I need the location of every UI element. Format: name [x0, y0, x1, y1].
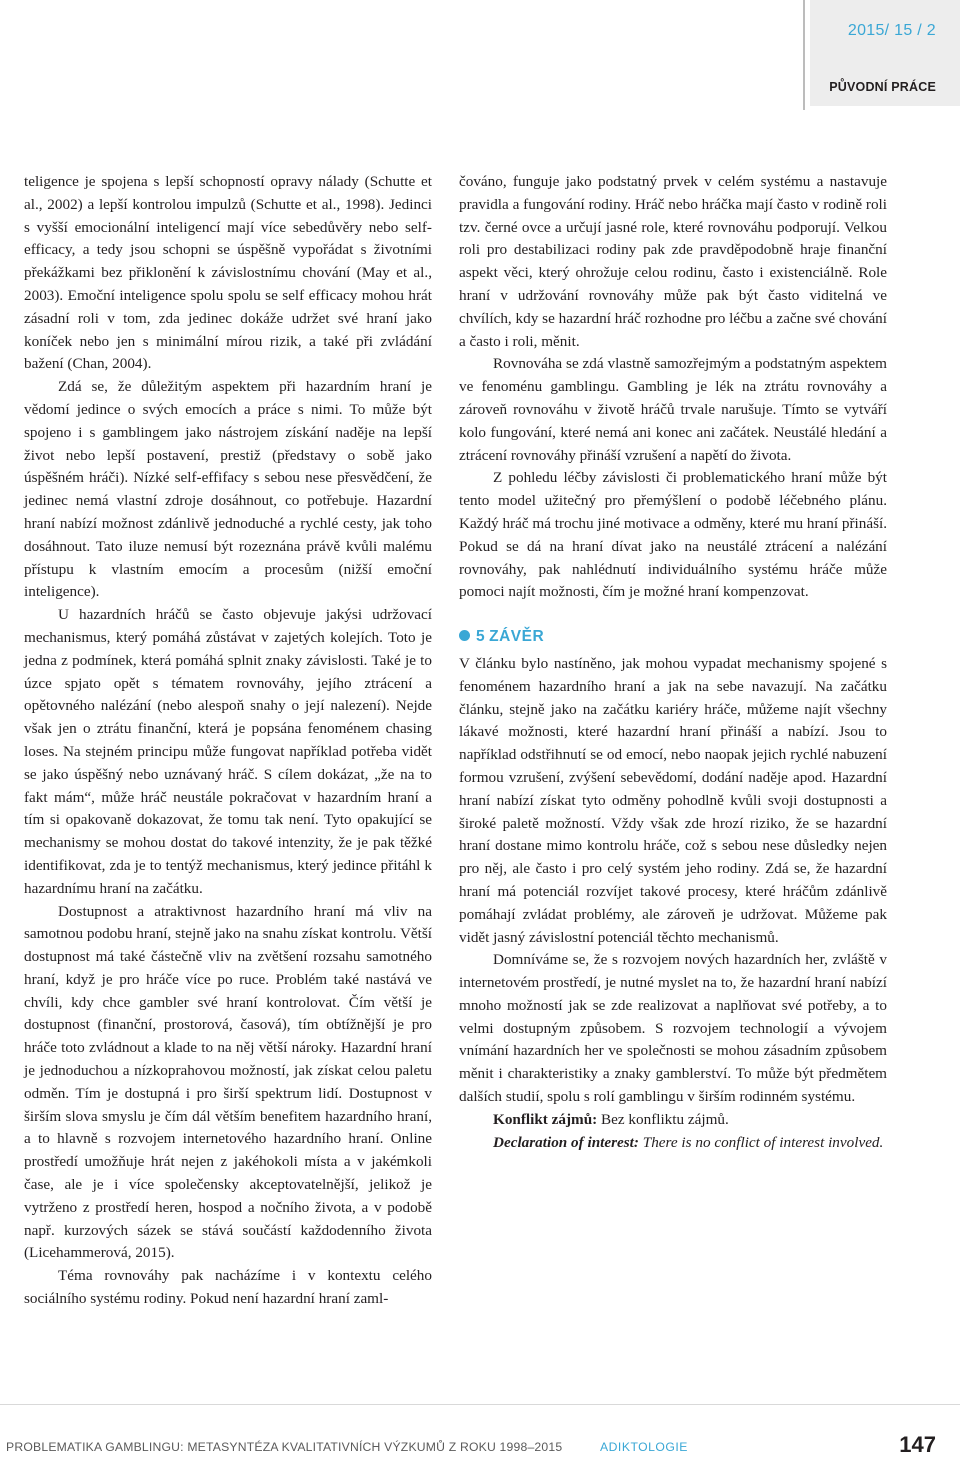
conflict-of-interest — [459, 1109, 887, 1132]
section-heading — [459, 626, 887, 649]
paragraph: U hazardních hráčů se často objevuje jakýsi udržovací mechanismus, který pomáhá zůstávat v zajetých kolejích. Toto je jedna z podmínek, která pomáhá splnit znaky závislosti. Také je to úzce spjato opět s tématem rovnováhy, jejího ztrácení a opětovného nalézání (nebo alespoň snahy o její nalezení). Nejde však jen o ztrátu finanční, která je popsána fenoménem chasing loses. Na stejném principu může fungovat například potřeba vidět se jako úspěšný nebo uznávaný hráč. S cílem dokázat, „že na to fakt mám“, může hráč neustále pokračovat v hazardním hraní a tím si opakovaně dokazovat, že tomu tak není. Tyto opakující se mechanismy se mohou dostat do takové intenzity, že je pak těžké identifikovat, zda je to tentýž mechanismus, který jedince přitáhl k hazardnímu hraní na začátku. — [24, 606, 432, 897]
paragraph: Rovnováha se zdá vlastně samozřejmým a podstatným aspektem ve fenoménu gamblingu. Gambling je lék na ztrátu rovnováhy a zároveň rovnováhu v životě hráčů trvale narušuje. Tímto se vytváří kolo fungování, které nemá ani konec ani začátek. Neustálé hledání a ztrácení rovnováhy přináší vzrušení a napětí do života. — [459, 355, 887, 464]
left-column — [24, 171, 432, 1311]
header-divider — [803, 0, 805, 110]
declaration-text: There is no conflict of interest involved. — [638, 1133, 884, 1151]
paragraph: Z pohledu léčby závislosti či problematického hraní může být tento model užitečný pro přemýšlení o podobě léčebného plánu. Každý hráč má trochu jiné motivace a odměny, které mu hraní přináší. Pokud se dá na hraní dívat jako na neustálé ztrácení a nalézání rovnováhy, pak nahlédnutí individuálního systému hráče může pomoci najít možnosti, čím je možné hraní kompenzovat. — [459, 469, 887, 601]
page-footer — [0, 1432, 960, 1462]
conflict-label: Konflikt zájmů: — [493, 1110, 598, 1128]
right-column — [459, 171, 887, 1154]
bullet-dot-icon — [459, 630, 470, 641]
paragraph: V článku bylo nastíněno, jak mohou vypadat mechanismy spojené s fenoménem hazardního hraní a jak na sebe navazují. Na začátku článku, stejně jako na začátku kariéry hráče, můžeme najít všechny lákavé možnosti, které hazardní hraní přináší a nabízí. Jsou to například odstřihnutí se od emocí, nebo naopak jejich rychlé nabuzení formou vzrušení, zvýšení sebevědomí, dodání naděje apod. Hazardní hraní nabízí získat tyto odměny pohodlně kvůli svoji dostupnosti a široké paletě možností. Vždy však zde hrozí riziko, že se hazardní hraní dostane mimo kontrolu hráče, což s sebou nese důsledky nejen pro něj, ale často i pro celý systém jeho rodiny. Zdá se, že hazardní hraní má potenciál rozvíjet takové procesy, které hráčům zdánlivě pomáhají zvládat problémy, ale zároveň je udržovat. Můžeme pak vidět jasný závislostní potenciál těchto mechanismů. — [459, 654, 887, 946]
declaration-of-interest — [459, 1132, 887, 1155]
conflict-text: Bez konfliktu zájmů. — [597, 1110, 729, 1128]
paragraph: Domníváme se, že s rozvojem nových hazardních her, zvláště v internetovém prostředí, je nutné myslet na to, že hazardní hraní nabízí mnoho možností jak se zde realizovat a naplňovat své potřeby, a to velmi dostupným způsobem. S rozvojem technologií a vývojem vnímání hazardních her ve společnosti se mohou zásadním způsobem měnit i charakteristiky a znaky gamblerství. To může být předmětem dalších studií, spolu s rolí gamblingu v širším rodinném systému. — [459, 951, 887, 1106]
paragraph: teligence je spojena s lepší schopností opravy nálady (Schutte et al., 2002) a lepší kontrolou impulzů (Schutte et al., 1998). Jedinci s vyšší emocionální inteligencí mají více sebedůvěry nebo self-efficacy, a tedy jsou schopni se úspěšně vypořádat s životními překážkami bez přiklonění k závislostnímu chování (May et al., 2003). Emoční inteligence spolu spolu se self efficacy mohou hrát zásadní roli v tom, zda jedinec dokáže udržet své hraní jako koníček nebo jen s minimální mírou rizik, a také při zvládání bažení (Chan, 2004). — [24, 173, 432, 373]
section-label: PŮVODNÍ PRÁCE — [829, 80, 936, 94]
journal-name: ADIKTOLOGIE — [600, 1440, 688, 1454]
paragraph: Dostupnost a atraktivnost hazardního hraní má vliv na samotnou podobu hraní, stejně jako na snahu získat kontrolu. Větší dostupnost má také částečně vliv na zvětšení rozsahu samotného hraní, když je pro hráče více po ruce. Problém také nastává ve chvíli, kdy chce gambler své hraní kontrolovat. Čím větší je dostupnost (finanční, prostorová, časová), tím obtížnější je pro hráče toto zvládnout a klade to na něj větší nároky. Hazardní hraní je jednoduchou a nízkoprahovou možností, jak získat celou paletu odměn. Tím je dostupná i pro širší spektrum lidí. Dostupnost v širším slova smyslu je čím dál větším benefitem hazardního hraní, a to hlavně s rozvojem internetového hazardního hraní. Online prostředí umožňuje hrát nejen z jakéhokoli místa a v jakémkoli čase, ale je i více společensky akceptovatelnější, jelikož je vytrženo z prostředí heren, hospod a nočního života, a v podobě např. kurzových sázek se stává součástí každodenního života (Licehammerová, 2015). — [24, 902, 432, 1262]
paragraph: Zdá se, že důležitým aspektem při hazardním hraní je vědomí jedince o svých emocích a práce s nimi. To může být spojeno i s gamblingem jako nástrojem získání naděje na lepší život nebo lepší postavení, prestiž (představy o sobě jako úspěšném hráči). Nízké self-effifacy s sebou nese přesvědčení, že jedinec nemá vlastní zdroje dosáhnout, co potřebuje. Hazardní hraní nabízí možnost zdánlivě jednoduché a rychlé cesty, jak toho dosáhnout. Tato iluze nemusí být rozeznána právě kvůli malému přístupu k vlastním emocím a procesům (nižší emoční inteligence). — [24, 378, 432, 601]
footer-divider — [0, 1404, 960, 1405]
issue-number: 2015/ 15 / 2 — [847, 22, 936, 39]
paragraph: čováno, funguje jako podstatný prvek v celém systému a nastavuje pravidla a fungování rodiny. Hráč nebo hráčka mají často v rodině roli tzv. černé ovce a určují jasné role, které rovnováhu podporují. Velkou roli pro destabilizaci rodiny pak zde pravděpodobně hraje finanční aspekt věci, který ohrožuje celou rodinu, často i existenciálně. Role hraní v udržování rovnováhy může pak být často viditelná ve chvílích, kdy se hazardní hráč rozhodne pro léčbu a začne své chování a často i roli, měnit. — [459, 173, 887, 350]
page-number: 147 — [899, 1432, 936, 1457]
section-number: 5 — [476, 628, 486, 646]
declaration-label: Declaration of interest: — [493, 1133, 639, 1151]
paragraph: Téma rovnováhy pak nacházíme i v kontextu celého sociálního systému rodiny. Pokud není hazardní hraní zaml- — [24, 1267, 432, 1308]
section-title: ZÁVĚR — [489, 628, 545, 646]
running-title: PROBLEMATIKA GAMBLINGU: METASYNTÉZA KVALITATIVNÍCH VÝZKUMŮ Z ROKU 1998–2015 — [6, 1440, 563, 1454]
